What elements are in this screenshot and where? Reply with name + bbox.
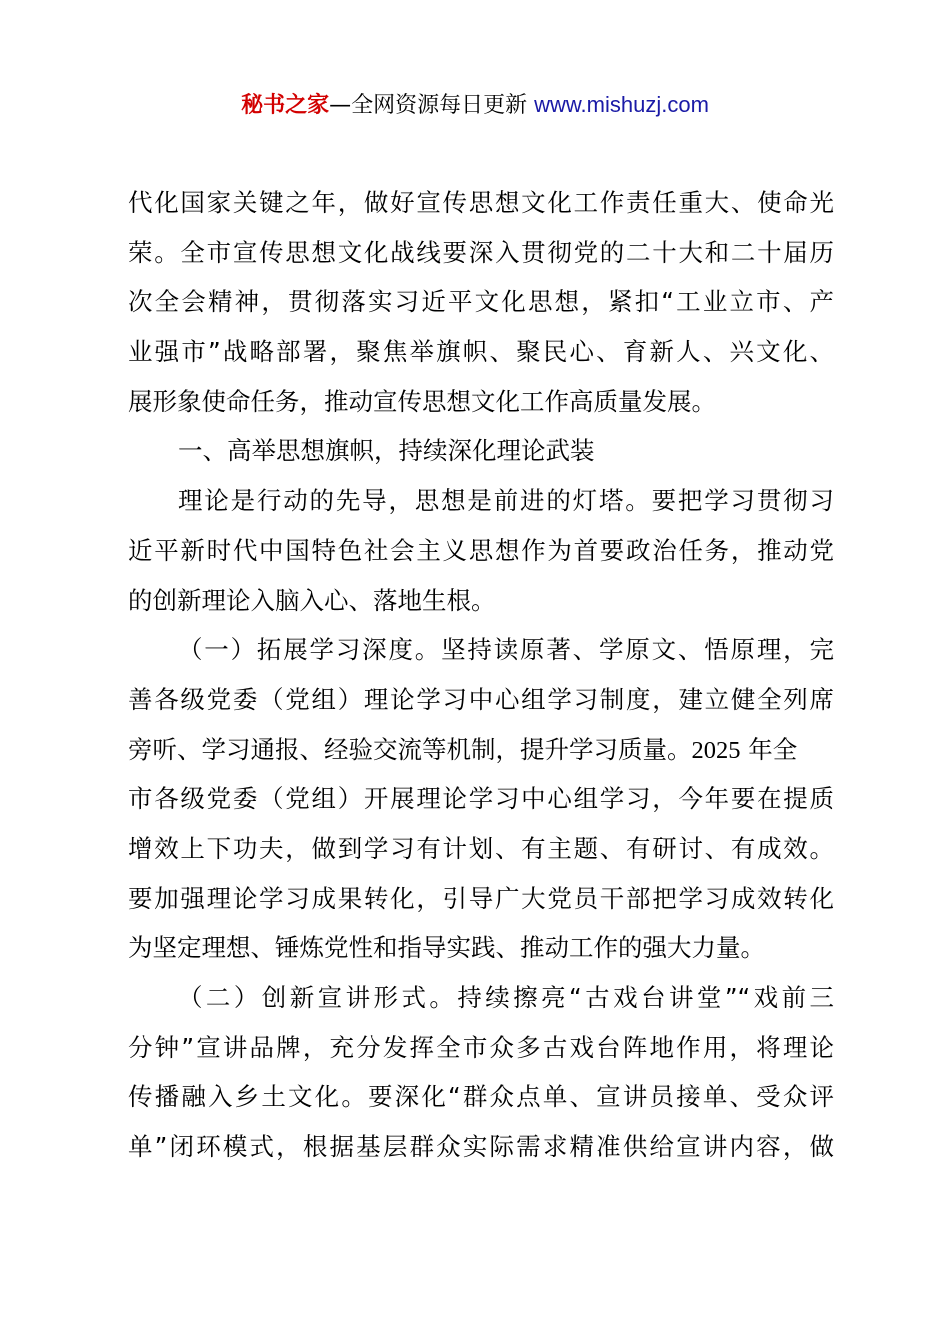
text-segment: 旁听、学习通报、经验交流等机制，提升学习质量。 — [128, 734, 692, 764]
text-line: 传播融入乡土文化。要深化“群众点单、宣讲员接单、受众评 — [128, 1082, 834, 1112]
site-header — [0, 88, 950, 123]
text-line — [128, 725, 834, 775]
text-line: 单”闭环模式，根据基层群众实际需求精准供给宣讲内容，做 — [128, 1132, 834, 1162]
text-segment: 年全 — [740, 734, 798, 764]
text-line: 善各级党委（党组）理论学习中心组学习制度，建立健全列席 — [128, 684, 834, 714]
text-line: 为坚定理想、锤炼党性和指导实践、推动工作的强大力量。 — [128, 933, 765, 963]
text-line: 理论是行动的先导，思想是前进的灯塔。要把学习贯彻习 — [178, 486, 834, 516]
document-body — [128, 178, 834, 1172]
text-line: 分钟”宣讲品牌，充分发挥全市众多古戏台阵地作用，将理论 — [128, 1032, 834, 1062]
text-line: 近平新时代中国特色社会主义思想作为首要政治任务，推动党 — [128, 535, 834, 565]
text-line: 业强市”战略部署，聚焦举旗帜、聚民心、育新人、兴文化、 — [128, 337, 834, 367]
text-line: （一）拓展学习深度。坚持读原著、学原文、悟原理，完 — [178, 635, 834, 665]
text-line: 要加强理论学习成果转化，引导广大党员干部把学习成效转化 — [128, 883, 834, 913]
text-line: 展形象使命任务，推动宣传思想文化工作高质量发展。 — [128, 386, 716, 416]
site-url[interactable]: www.mishuzj.com — [534, 92, 709, 117]
text-line: 增效上下功夫，做到学习有计划、有主题、有研讨、有成效。 — [128, 833, 834, 863]
section-heading: 一、高举思想旗帜，持续深化理论武装 — [178, 436, 595, 466]
year-number: 2025 — [691, 736, 741, 764]
text-line: （二）创新宣讲形式。持续擦亮“古戏台讲堂”“戏前三 — [178, 983, 834, 1012]
brand-name: 秘书之家 — [241, 93, 330, 118]
text-line: 市各级党委（党组）开展理论学习中心组学习，今年要在提质 — [128, 784, 834, 814]
text-line: 的创新理论入脑入心、落地生根。 — [128, 585, 496, 615]
text-line: 荣。全市宣传思想文化战线要深入贯彻党的二十大和二十届历 — [128, 237, 834, 267]
header-slogan: —全网资源每日更新 — [329, 93, 535, 118]
text-line: 次全会精神，贯彻落实习近平文化思想，紧扣“工业立市、产 — [128, 287, 834, 317]
text-line: 代化国家关键之年，做好宣传思想文化工作责任重大、使命光 — [128, 188, 834, 217]
